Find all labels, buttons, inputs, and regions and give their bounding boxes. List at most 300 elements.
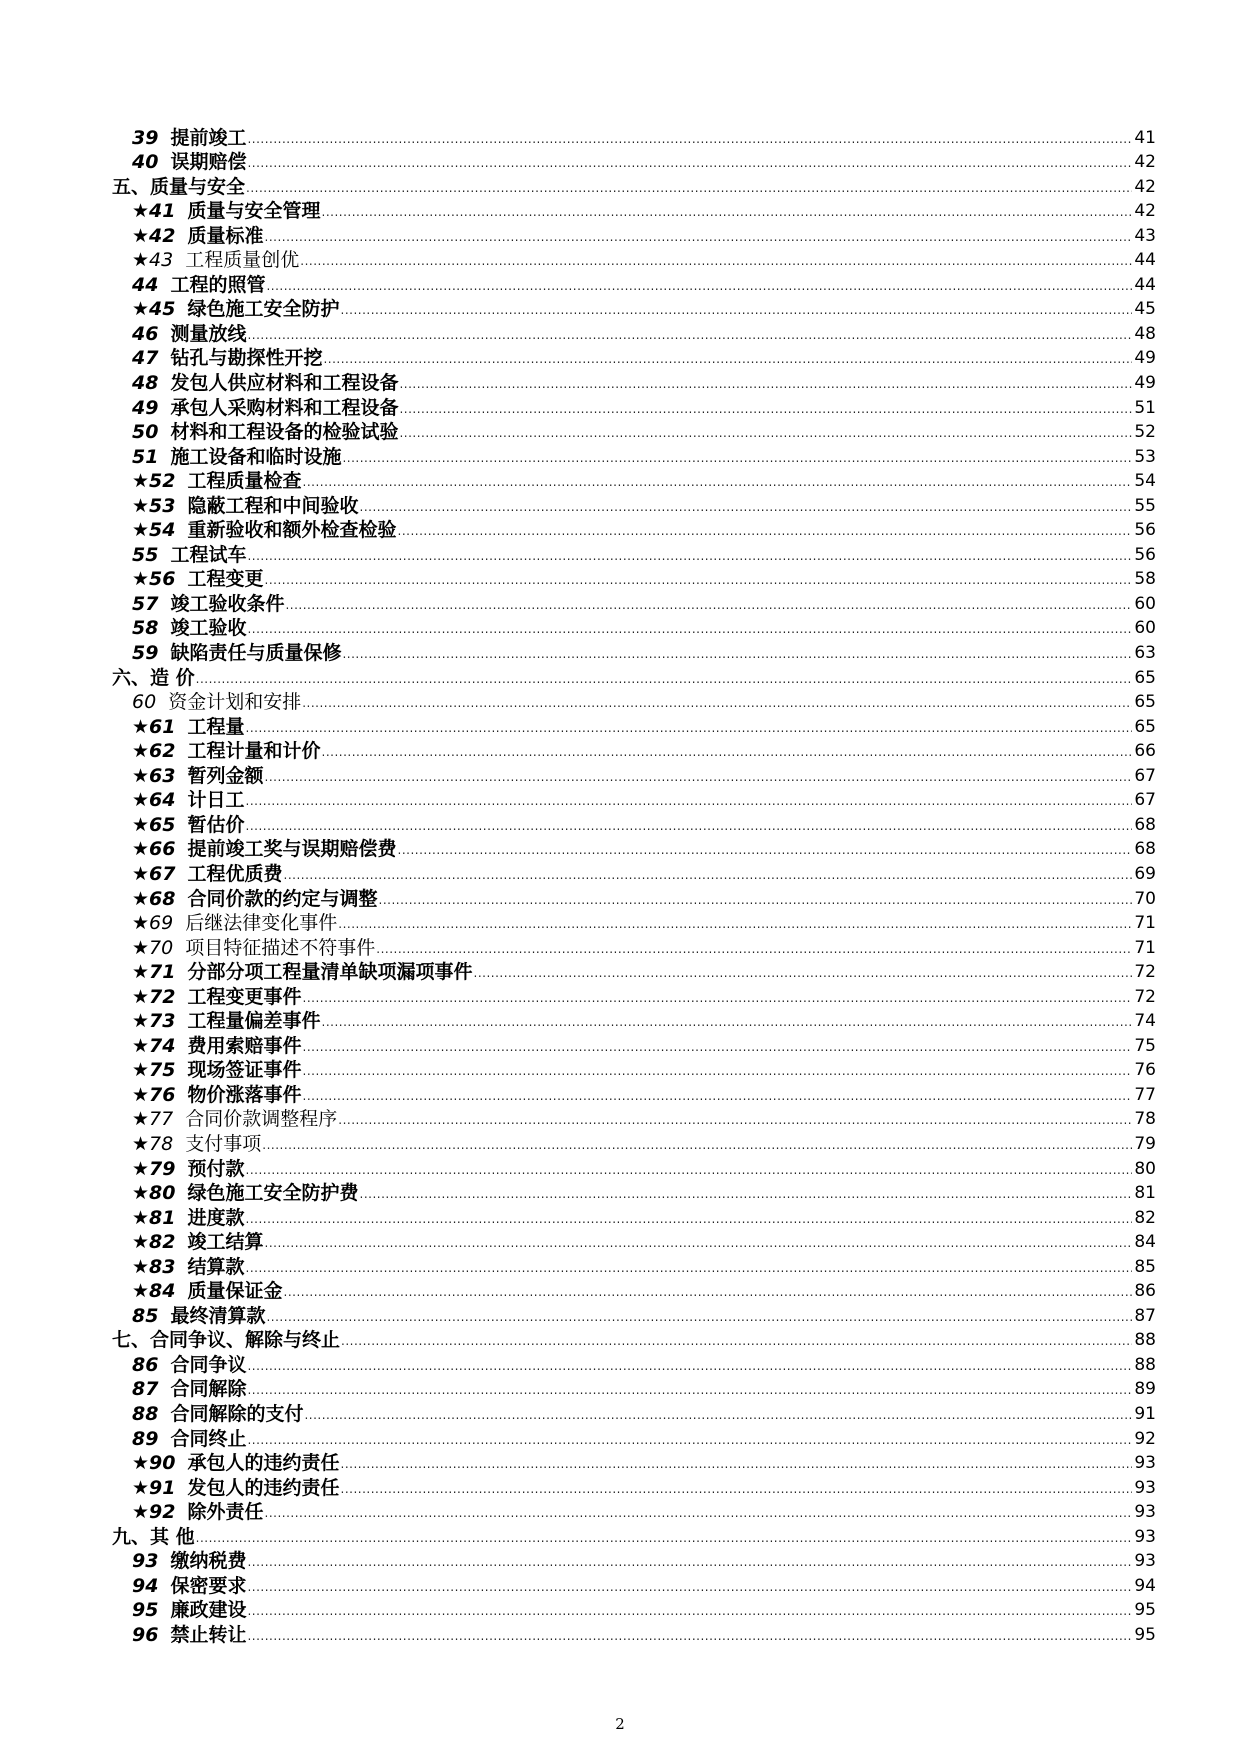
toc-entry-number: ★42 xyxy=(132,224,176,247)
toc-entry-number: ★78 xyxy=(132,1132,174,1155)
toc-entry-label xyxy=(112,1256,245,1278)
toc-page-number: 67 xyxy=(1134,790,1156,811)
toc-entry-number: ★71 xyxy=(132,961,176,984)
dot-leader xyxy=(399,397,1132,419)
toc-entry-title: 工程试车 xyxy=(170,543,247,566)
toc-entry[interactable] xyxy=(112,1400,1156,1425)
toc-entry-label xyxy=(112,519,397,541)
toc-page-number: 65 xyxy=(1134,667,1156,688)
toc-entry-number: 60 xyxy=(132,691,157,714)
toc-page-number: 56 xyxy=(1134,544,1156,565)
toc-entry[interactable] xyxy=(112,492,1156,517)
dot-leader xyxy=(265,568,1133,590)
toc-entry-number: ★62 xyxy=(132,740,176,763)
dot-leader xyxy=(322,1010,1133,1032)
toc-entry-number: ★63 xyxy=(132,764,176,787)
star-icon: ★ xyxy=(132,1132,150,1155)
dot-leader xyxy=(196,667,1133,689)
toc-entry-number: 55 xyxy=(132,543,159,566)
toc-page-number: 74 xyxy=(1134,1011,1156,1032)
toc-entry-title: 发包人供应材料和工程设备 xyxy=(170,372,399,395)
toc-entry-label xyxy=(112,1231,264,1253)
toc-entry-title: 费用索赔事件 xyxy=(187,1034,302,1057)
toc-entry-label xyxy=(112,1207,245,1229)
toc-entry-label xyxy=(112,274,265,296)
toc-entry-title: 竣工验收 xyxy=(170,617,247,640)
dot-leader xyxy=(247,1599,1132,1621)
toc-page-number: 70 xyxy=(1134,888,1156,909)
toc-entry-label xyxy=(112,446,341,468)
dot-leader xyxy=(265,765,1133,787)
toc-entry[interactable] xyxy=(112,1155,1156,1180)
toc-entry[interactable] xyxy=(112,1057,1156,1082)
toc-entry-number: ★65 xyxy=(132,813,176,836)
toc-entry-title: 工程优质费 xyxy=(187,862,283,885)
dot-leader xyxy=(303,986,1133,1008)
dot-leader xyxy=(246,1256,1133,1278)
toc-entry-number: ★41 xyxy=(132,200,176,223)
toc-entry[interactable] xyxy=(112,1548,1156,1573)
toc-entry-title: 重新验收和额外检查检验 xyxy=(187,519,397,542)
dot-leader xyxy=(322,740,1133,762)
toc-entry-title: 材料和工程设备的检验试验 xyxy=(170,421,399,444)
dot-leader xyxy=(341,1329,1132,1351)
toc-entry-label xyxy=(112,1280,283,1302)
star-icon: ★ xyxy=(132,985,150,1008)
toc-entry[interactable] xyxy=(112,959,1156,984)
toc-page-number: 89 xyxy=(1134,1379,1156,1400)
toc-entry-label xyxy=(112,986,302,1008)
toc-entry[interactable] xyxy=(112,1032,1156,1057)
toc-page-number: 68 xyxy=(1134,839,1156,860)
star-icon: ★ xyxy=(132,862,150,885)
toc-entry-title: 工程变更事件 xyxy=(187,985,302,1008)
toc-entry-number: 50 xyxy=(132,421,159,444)
toc-entry-number: ★52 xyxy=(132,470,176,493)
toc-entry[interactable] xyxy=(112,1253,1156,1278)
toc-entry[interactable] xyxy=(112,1499,1156,1524)
toc-entry[interactable] xyxy=(112,320,1156,345)
toc-entry-number: 87 xyxy=(132,1378,159,1401)
toc-entry[interactable] xyxy=(112,541,1156,566)
toc-entry-label xyxy=(112,617,246,639)
toc-entry[interactable] xyxy=(112,738,1156,763)
toc-entry-label xyxy=(112,937,375,959)
toc-entry-title: 钻孔与勘探性开挖 xyxy=(170,347,323,370)
toc-entry-label xyxy=(112,127,246,149)
dot-leader xyxy=(342,446,1132,468)
star-icon: ★ xyxy=(132,1231,150,1254)
toc-page-number: 71 xyxy=(1134,913,1156,934)
toc-page-number: 71 xyxy=(1134,937,1156,958)
toc-entry-number: ★69 xyxy=(132,912,174,935)
toc-entry[interactable] xyxy=(112,198,1156,223)
toc-page-number: 52 xyxy=(1134,422,1156,443)
dot-leader xyxy=(246,1207,1133,1229)
toc-entry-title: 缺陷责任与质量保修 xyxy=(170,642,342,665)
dot-leader xyxy=(341,298,1133,320)
toc-entry-number: 86 xyxy=(132,1353,159,1376)
toc-entry[interactable] xyxy=(112,934,1156,959)
toc-entry-number: ★74 xyxy=(132,1034,176,1057)
toc-section[interactable] xyxy=(112,1327,1156,1352)
toc-page-number: 69 xyxy=(1134,863,1156,884)
toc-page-number: 93 xyxy=(1134,1453,1156,1474)
dot-leader xyxy=(398,838,1133,860)
toc-page-number: 65 xyxy=(1134,716,1156,737)
toc-entry-title: 分部分项工程量清单缺项漏项事件 xyxy=(187,961,473,984)
dot-leader xyxy=(338,912,1132,934)
toc-page-number: 45 xyxy=(1134,299,1156,320)
toc-entry-title: 工程质量创优 xyxy=(185,249,300,272)
toc-entry[interactable] xyxy=(112,419,1156,444)
toc-entry[interactable] xyxy=(112,1106,1156,1131)
toc-section[interactable] xyxy=(112,1523,1156,1548)
star-icon: ★ xyxy=(132,936,150,959)
dot-leader xyxy=(246,176,1132,198)
toc-section[interactable] xyxy=(112,173,1156,198)
toc-entry-label xyxy=(112,298,340,320)
toc-entry-number: ★64 xyxy=(132,789,176,812)
toc-entry[interactable] xyxy=(112,885,1156,910)
toc-entry-title: 保密要求 xyxy=(170,1574,247,1597)
toc-entry-number: ★61 xyxy=(132,715,176,738)
toc-entry-number: 89 xyxy=(132,1427,159,1450)
star-icon: ★ xyxy=(132,1476,150,1499)
toc-entry-label xyxy=(112,740,321,762)
dot-leader xyxy=(247,127,1132,149)
toc-entry-label xyxy=(112,716,245,738)
toc-entry-title: 现场签证事件 xyxy=(187,1059,302,1082)
toc-entry-label xyxy=(112,1575,246,1597)
toc-entry-label xyxy=(112,1403,303,1425)
toc-entry-title: 测量放线 xyxy=(170,322,247,345)
page-number: 2 xyxy=(615,1715,625,1733)
toc-entry-label xyxy=(112,225,264,247)
toc-page-number: 84 xyxy=(1134,1232,1156,1253)
star-icon: ★ xyxy=(132,1182,150,1205)
toc-entry-number: 46 xyxy=(132,322,159,345)
toc-entry-number: ★82 xyxy=(132,1231,176,1254)
toc-entry-label xyxy=(112,249,299,271)
toc-page-number: 88 xyxy=(1134,1330,1156,1351)
dot-leader xyxy=(284,1280,1133,1302)
star-icon: ★ xyxy=(132,568,150,591)
dot-leader xyxy=(303,1084,1133,1106)
toc-entry[interactable] xyxy=(112,566,1156,591)
toc-entry[interactable] xyxy=(112,1351,1156,1376)
toc-entry-number: 39 xyxy=(132,126,159,149)
toc-entry-number: 40 xyxy=(132,151,159,174)
dot-leader xyxy=(474,961,1133,983)
toc-entry-label xyxy=(112,789,245,811)
toc-entry-label xyxy=(112,1599,246,1621)
dot-leader xyxy=(247,1575,1132,1597)
toc-entry-label xyxy=(112,1010,321,1032)
toc-entry-label xyxy=(112,1526,195,1548)
toc-entry-number: 94 xyxy=(132,1574,159,1597)
toc-page-number: 44 xyxy=(1134,274,1156,295)
dot-leader xyxy=(323,347,1132,369)
toc-entry-number: 44 xyxy=(132,273,159,296)
toc-entry[interactable] xyxy=(112,1180,1156,1205)
toc-entry-number: 47 xyxy=(132,347,159,370)
toc-entry-label xyxy=(112,1133,261,1155)
toc-entry-label xyxy=(112,347,322,369)
toc-entry-label xyxy=(112,838,397,860)
star-icon: ★ xyxy=(132,1255,150,1278)
toc-page-number: 82 xyxy=(1134,1207,1156,1228)
toc-entry-number: ★72 xyxy=(132,985,176,1008)
toc-entry-title: 禁止转让 xyxy=(170,1623,247,1646)
dot-leader xyxy=(266,274,1132,296)
toc-entry-title: 结算款 xyxy=(187,1255,245,1278)
dot-leader xyxy=(246,1158,1133,1180)
toc-entry-title: 竣工验收条件 xyxy=(170,592,285,615)
toc-entry-label xyxy=(112,1035,302,1057)
toc-entry[interactable] xyxy=(112,860,1156,885)
dot-leader xyxy=(246,814,1133,836)
dot-leader xyxy=(303,470,1133,492)
toc-page-number: 87 xyxy=(1134,1305,1156,1326)
toc-entry-label xyxy=(112,200,321,222)
dot-leader xyxy=(284,863,1133,885)
toc-entry[interactable] xyxy=(112,149,1156,174)
toc-page-number: 49 xyxy=(1134,348,1156,369)
toc-entry-label xyxy=(112,176,245,198)
toc-entry[interactable] xyxy=(112,124,1156,149)
toc-page-number: 60 xyxy=(1134,593,1156,614)
toc-entry-label xyxy=(112,814,245,836)
dot-leader xyxy=(265,1231,1133,1253)
toc-entry-number: 85 xyxy=(132,1304,159,1327)
toc-page-number: 81 xyxy=(1134,1183,1156,1204)
star-icon: ★ xyxy=(132,1083,150,1106)
toc-page-number: 72 xyxy=(1134,962,1156,983)
toc-entry[interactable] xyxy=(112,247,1156,272)
dot-leader xyxy=(341,1477,1133,1499)
toc-entry-number: ★77 xyxy=(132,1108,174,1131)
toc-entry-title: 绿色施工安全防护 xyxy=(187,298,340,321)
toc-entry-label xyxy=(112,1329,340,1351)
dot-leader xyxy=(360,495,1133,517)
dot-leader xyxy=(399,421,1132,443)
dot-leader xyxy=(247,1354,1132,1376)
toc-entry[interactable] xyxy=(112,639,1156,664)
toc-entry[interactable] xyxy=(112,394,1156,419)
toc-entry-title: 预付款 xyxy=(187,1157,245,1180)
toc-page-number: 42 xyxy=(1134,152,1156,173)
toc-page-number: 92 xyxy=(1134,1428,1156,1449)
dot-leader xyxy=(398,519,1133,541)
toc-entry-number: ★73 xyxy=(132,1010,176,1033)
toc-entry-title: 质量标准 xyxy=(187,224,264,247)
toc-entry-title: 质量与安全管理 xyxy=(187,200,321,223)
toc-entry-title: 六、造 价 xyxy=(112,666,195,689)
toc-entry[interactable] xyxy=(112,762,1156,787)
toc-entry[interactable] xyxy=(112,1081,1156,1106)
dot-leader xyxy=(247,151,1132,173)
toc-entry-label xyxy=(112,765,264,787)
toc-entry-number: ★81 xyxy=(132,1206,176,1229)
toc-page-number: 76 xyxy=(1134,1060,1156,1081)
toc-page-number: 60 xyxy=(1134,618,1156,639)
toc-entry-title: 廉政建设 xyxy=(170,1599,247,1622)
toc-entry[interactable] xyxy=(112,517,1156,542)
star-icon: ★ xyxy=(132,1108,150,1131)
dot-leader xyxy=(338,1108,1132,1130)
toc-entry[interactable] xyxy=(112,615,1156,640)
toc-entry[interactable] xyxy=(112,983,1156,1008)
toc-entry[interactable] xyxy=(112,590,1156,615)
toc-entry[interactable] xyxy=(112,1376,1156,1401)
toc-page-number: 88 xyxy=(1134,1354,1156,1375)
toc-entry-label xyxy=(112,1452,340,1474)
dot-leader xyxy=(247,617,1132,639)
toc-entry[interactable] xyxy=(112,345,1156,370)
toc-page-number: 53 xyxy=(1134,446,1156,467)
toc-entry-title: 合同解除的支付 xyxy=(170,1402,304,1425)
toc-entry-number: ★75 xyxy=(132,1059,176,1082)
toc-entry[interactable] xyxy=(112,468,1156,493)
star-icon: ★ xyxy=(132,224,150,247)
toc-entry[interactable] xyxy=(112,1450,1156,1475)
toc-entry-label xyxy=(112,961,473,983)
toc-page-number: 95 xyxy=(1134,1624,1156,1645)
dot-leader xyxy=(399,372,1132,394)
toc-entry-label xyxy=(112,1182,359,1204)
dot-leader xyxy=(341,1452,1133,1474)
star-icon: ★ xyxy=(132,1059,150,1082)
toc-entry[interactable] xyxy=(112,443,1156,468)
toc-entry[interactable] xyxy=(112,271,1156,296)
toc-entry[interactable] xyxy=(112,369,1156,394)
toc-entry-number: 58 xyxy=(132,617,159,640)
toc-entry-title: 提前竣工奖与误期赔偿费 xyxy=(187,838,397,861)
toc-entry[interactable] xyxy=(112,1130,1156,1155)
toc-entry[interactable] xyxy=(112,1621,1156,1646)
toc-entry-title: 隐蔽工程和中间验收 xyxy=(187,494,359,517)
dot-leader xyxy=(246,789,1133,811)
toc-entry-number: ★79 xyxy=(132,1157,176,1180)
toc-entry-title: 合同价款的约定与调整 xyxy=(187,887,378,910)
toc-entry-number: ★76 xyxy=(132,1083,176,1106)
toc-page-number: 63 xyxy=(1134,643,1156,664)
toc-entry-label xyxy=(112,421,398,443)
toc-page-number: 94 xyxy=(1134,1575,1156,1596)
toc-entry[interactable] xyxy=(112,1425,1156,1450)
toc-entry[interactable] xyxy=(112,1597,1156,1622)
toc-entry[interactable] xyxy=(112,787,1156,812)
toc-page-number: 42 xyxy=(1134,201,1156,222)
toc-entry-number: ★92 xyxy=(132,1501,176,1524)
toc-entry-title: 项目特征描述不符事件 xyxy=(185,936,376,959)
toc-entry-label xyxy=(112,1477,340,1499)
toc-page-number: 43 xyxy=(1134,225,1156,246)
toc-entry[interactable] xyxy=(112,689,1156,714)
toc-entry-label xyxy=(112,495,359,517)
toc-entry[interactable] xyxy=(112,222,1156,247)
toc-entry-number: 96 xyxy=(132,1623,159,1646)
toc-entry-number: ★80 xyxy=(132,1182,176,1205)
dot-leader xyxy=(265,1501,1133,1523)
toc-entry[interactable] xyxy=(112,1204,1156,1229)
dot-leader xyxy=(246,716,1133,738)
star-icon: ★ xyxy=(132,1452,150,1475)
toc-entry-label xyxy=(112,593,284,615)
toc-entry-label xyxy=(112,642,341,664)
toc-page-number: 42 xyxy=(1134,176,1156,197)
dot-leader xyxy=(265,225,1133,247)
toc-entry[interactable] xyxy=(112,811,1156,836)
toc-entry[interactable] xyxy=(112,1278,1156,1303)
toc-page-number: 56 xyxy=(1134,520,1156,541)
toc-entry-number: ★90 xyxy=(132,1452,176,1475)
dot-leader xyxy=(247,1428,1132,1450)
toc-entry-label xyxy=(112,691,301,713)
dot-leader xyxy=(304,1403,1132,1425)
star-icon: ★ xyxy=(132,789,150,812)
toc-entry[interactable] xyxy=(112,910,1156,935)
toc-page-number: 91 xyxy=(1134,1403,1156,1424)
dot-leader xyxy=(196,1526,1133,1548)
toc-entry-title: 绿色施工安全防护费 xyxy=(187,1182,359,1205)
toc-page-number: 93 xyxy=(1134,1502,1156,1523)
star-icon: ★ xyxy=(132,470,150,493)
toc-entry-number: ★56 xyxy=(132,568,176,591)
toc-entry-title: 工程的照管 xyxy=(170,273,266,296)
star-icon: ★ xyxy=(132,200,150,223)
toc-entry-title: 合同价款调整程序 xyxy=(185,1108,338,1131)
toc-entry-title: 资金计划和安排 xyxy=(168,691,302,714)
toc-entry[interactable] xyxy=(112,296,1156,321)
toc-entry-title: 工程计量和计价 xyxy=(187,740,321,763)
toc-entry-title: 九、其 他 xyxy=(112,1525,195,1548)
toc-entry-number: ★84 xyxy=(132,1280,176,1303)
star-icon: ★ xyxy=(132,1157,150,1180)
toc-entry[interactable] xyxy=(112,1572,1156,1597)
dot-leader xyxy=(303,1035,1133,1057)
toc-entry-title: 承包人的违约责任 xyxy=(187,1452,340,1475)
toc-entry[interactable] xyxy=(112,1302,1156,1327)
toc-section[interactable] xyxy=(112,664,1156,689)
toc-entry-title: 七、合同争议、解除与终止 xyxy=(112,1329,341,1352)
toc-page-number: 65 xyxy=(1134,692,1156,713)
toc-entry-title: 后继法律变化事件 xyxy=(185,912,338,935)
toc-page-number: 79 xyxy=(1134,1133,1156,1154)
toc-entry[interactable] xyxy=(112,1229,1156,1254)
toc-entry-label xyxy=(112,1059,302,1081)
toc-entry-number: ★91 xyxy=(132,1476,176,1499)
toc-entry-title: 缴纳税费 xyxy=(170,1550,247,1573)
toc-entry-title: 工程质量检查 xyxy=(187,470,302,493)
toc-page-number: 95 xyxy=(1134,1600,1156,1621)
toc-entry[interactable] xyxy=(112,836,1156,861)
toc-entry[interactable] xyxy=(112,1008,1156,1033)
toc-entry-title: 提前竣工 xyxy=(170,126,247,149)
dot-leader xyxy=(247,1378,1132,1400)
toc-page-number: 93 xyxy=(1134,1477,1156,1498)
toc-entry-title: 竣工结算 xyxy=(187,1231,264,1254)
toc-entry[interactable] xyxy=(112,713,1156,738)
star-icon: ★ xyxy=(132,961,150,984)
toc-entry-number: 49 xyxy=(132,396,159,419)
toc-entry-title: 误期赔偿 xyxy=(170,151,247,174)
toc-entry[interactable] xyxy=(112,1474,1156,1499)
toc-entry-title: 暂估价 xyxy=(187,813,245,836)
toc-page-number: 86 xyxy=(1134,1281,1156,1302)
toc-entry-title: 合同争议 xyxy=(170,1353,247,1376)
